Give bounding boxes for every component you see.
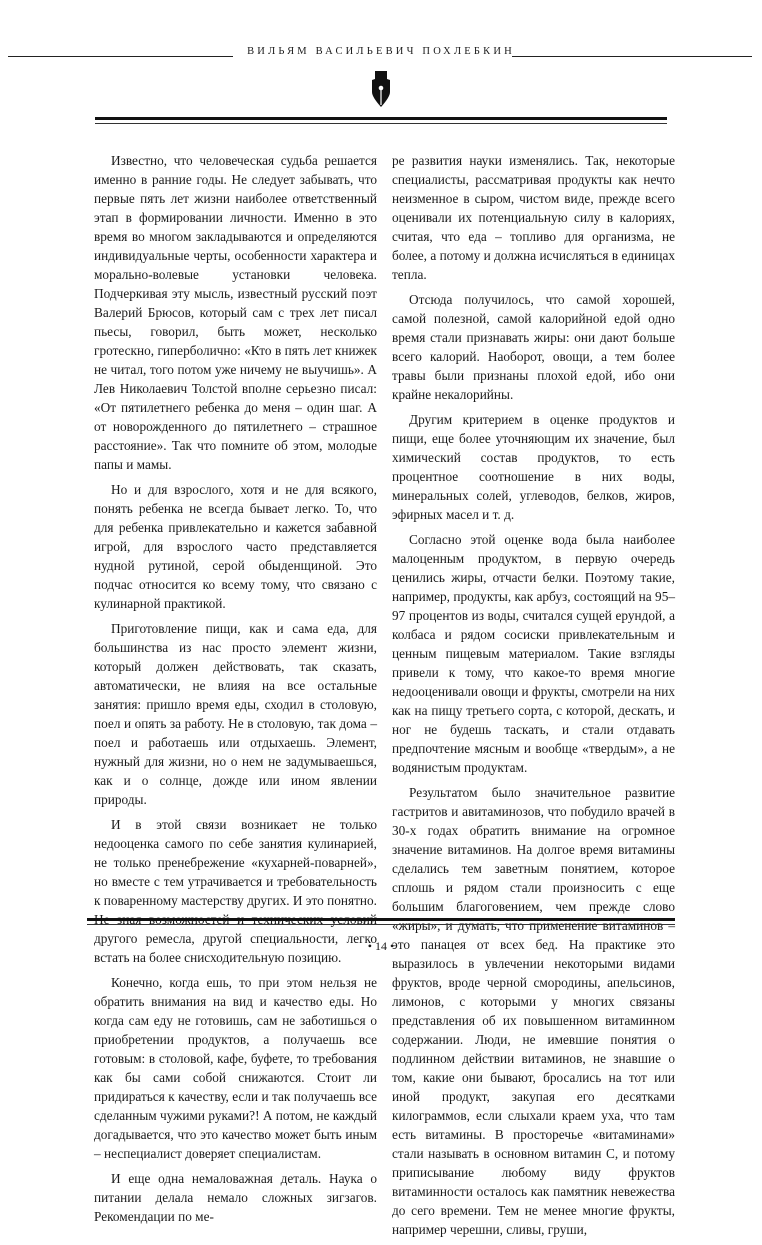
left-text-column: [94, 151, 377, 1232]
paragraph: Известно, что человеческая судьба решается именно в ранние годы. Не следует забывать, что первые пять лет жизни наиболее ответственный этап в формировании личности. Именно в это время во многом закладываются и определяются индивидуальные черты, особенности характера и морально-волевые установки человека. Подчеркивая эту мысль, известный русский поэт Валерий Брюсов, который сам с трех лет писал пьесы, говорил, быть может, несколько гротескно, гиперболично: «Кто в пять лет книжек не читал, того потом уже ничему не выучишь». А Лев Николаевич Толстой вполне серьезно писал: «От пятилетнего ребенка до меня – один шаг. А от новорожденного до пятилетнего – страшное расстояние». Так что помните об этом, молодые папы и мамы.: [94, 153, 377, 472]
page-number: • 14 •: [367, 939, 395, 953]
paragraph: Отсюда получилось, что самой хорошей, самой полезной, самой калорийной едой одно время стали признавать жиры: они дают больше всего калорий. Наоборот, овощи, а тем более травы были признаны плохой едой, ибо они крайне некалорийны.: [392, 292, 675, 402]
fountain-pen-nib-icon: [370, 70, 392, 108]
paragraph: Приготовление пищи, как и сама еда, для большинства из нас просто элемент жизни, который должен действовать, так сказать, автоматически, не влияя на все остальные занятия: пришло время еды, сходил в столовую, поел и опять за работу. Не в столовую, так дома – поел и работаешь или отдыхаешь. Элемент, нужный для жизни, но о нем не задумываешься, как и о солнце, дожде или ином явлении природы.: [94, 621, 377, 807]
paragraph: И в этой связи возникает не только недооценка самого по себе занятия кулинарией, не только пренебрежение «кухарней-поварней», но вместе с тем утрачивается и требовательность к поваренному мастерству других. И это понятно. Не зная возможностей и технических условий другого ремесла, другой специальности, легко встать на более снисходительную позицию.: [94, 817, 378, 965]
running-title: ВИЛЬЯМ ВАСИЛЬЕВИЧ ПОХЛЕБКИН: [247, 46, 515, 57]
paragraph: И еще одна немаловажная деталь. Наука о питании делала немало сложных зигзагов. Рекомендации по ме-: [94, 1171, 377, 1224]
paragraph: Конечно, когда ешь, то при этом нельзя не обратить внимания на вид и качество еды. Но когда сам еду не готовишь, сам не заботишься о приобретении продуктов, а получаешь все готовым: в столовой, кафе, буфете, то требования как бы сами собой снижаются. Стоит ли придираться к качеству, если и так получаешь все сделанным чужими руками?! А потом, не каждый догадывается, что это качество может быть иным – неспециалист доверяет специалистам.: [94, 975, 377, 1161]
paragraph: Но и для взрослого, хотя и не для всякого, понять ребенка не всегда бывает легко. То, что для ребенка привлекательно и кажется забавной игрой, для взрослого часто представляется нудной рутиной, серой обыденщиной. Это подчас относится ко всему тому, что связано с кулинарной практикой.: [94, 482, 377, 611]
header-rule-right: [512, 56, 752, 57]
header-thick-rule: [95, 117, 667, 120]
footer-thin-rule: [87, 924, 675, 925]
right-text-column: [392, 151, 675, 1245]
paragraph: Результатом было значительное развитие гастритов и авитаминозов, что побудило врачей в 30-х годах обратить внимание на огромное значение витаминов. На долгое время витамины сделались тем заветным понятием, которое сплошь и рядом стали произносить с еще большим благоговением, чем прежде слово «жиры», и думать, что применение витаминов – это панацея от всех бед. На практике это выразилось в увлечении некоторыми видами фруктов, вроде черной смородины, апельсинов, лимонов, с которыми у многих связаны представления об их повышенном витаминном содержании. Люди, не имевшие понятия о подлинном действии витаминов, не знавшие о том, какие они бывают, бросались на тот или иной продукт, закупая его десятками килограммов, если слыхали краем уха, что там есть витамины. В просторечье «витаминами» стали называть в основном витамин C, и потому приписывание любому виду фруктов витаминности осталось как памятник невежества до сего времени. Тем не менее многие фрукты, например черешни, сливы, груши,: [392, 785, 675, 1237]
paragraph: Согласно этой оценке вода была наиболее малоценным продуктом, в первую очередь ценились жиры, отчасти белки. Поэтому такие, например, продукты, как арбуз, состоящий на 95–97 процентов из воды, считался сущей ерундой, а колбаса и рядом сосиски привлекательным и ценным пищевым материалом. Такие взгляды привели к тому, что какое-то время многие недооценивали овощи и фрукты, смотрели на них как на пищу третьего сорта, с которой, дескать, и ног не будешь таскать, и стали отдавать предпочтение мясным и вообще «твердым», а не водянистым продуктам.: [392, 532, 675, 775]
paragraph-continued: ре развития науки изменялись. Так, некоторые специалисты, рассматривая продукты как нечто неизменное в сыром, чистом виде, прежде всего оценивали их потенциальную силу в калориях, считая, что еда – топливо для организма, не более, а потому и должна исчисляться в единицах тепла.: [392, 153, 675, 282]
header-thin-rule: [95, 123, 667, 124]
paragraph: Другим критерием в оценке продуктов и пищи, еще более уточняющим их значение, был химический состав продуктов, то есть процентное соотношение в них воды, минеральных солей, углеводов, белков, жиров, эфирных масел и т. д.: [392, 412, 675, 522]
footer-thick-rule: [87, 918, 675, 921]
